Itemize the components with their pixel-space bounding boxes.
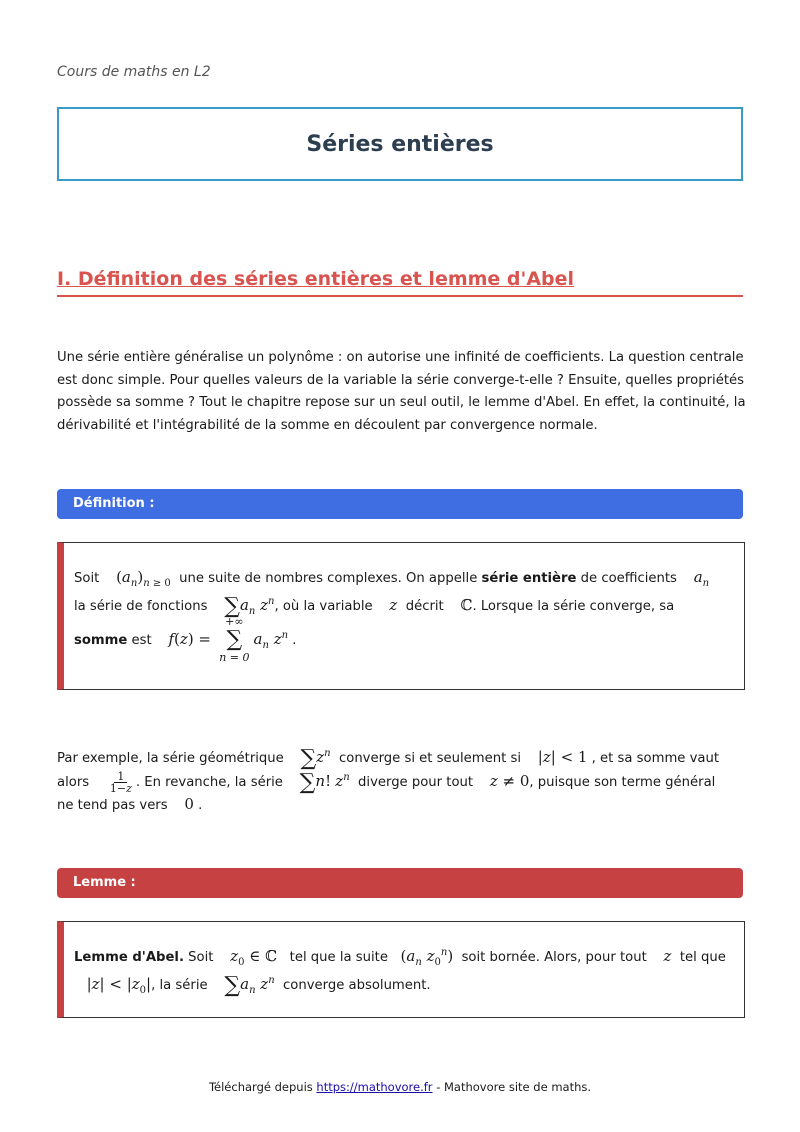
course-subtitle: Cours de maths en L2 [57, 64, 211, 80]
formula-series: $a_n$ $z^n$ [239, 596, 275, 617]
formula-z: z [663, 947, 672, 965]
formula-z-neq-zero: z ≠ 0 [489, 772, 530, 790]
definition-line-3: somme est f(z) = +∞ ∑ n = 0 $a_n$ $z^n$ . [74, 615, 297, 664]
formula-zn: $z^n$ [316, 748, 331, 766]
formula-z0-in-c: $z_0$ ∈ ℂ [230, 947, 278, 968]
lemma-text: converge absolument. [283, 978, 431, 993]
title-box [57, 107, 743, 181]
formula-factorial-series: n [315, 772, 326, 790]
def-text: , où la variable [274, 599, 373, 614]
example-line-3 [57, 793, 202, 818]
def-text: de coefficients [580, 571, 677, 586]
def-text: est [131, 633, 152, 648]
lemma-text: soit bornée. Alors, pour tout [461, 950, 647, 965]
def-text: . Lorsque la série converge, sa [472, 599, 675, 614]
intro-paragraph: Une série entière généralise un polynôme : on autorise une infinité de coefficients. La question centrale est donc simple. Pour quelles valeurs de la variable la série converge-t-elle ? Ensuite, quelles propriétés possède sa somme ? Tout le chapitre repose sur un seul outil, le lemme d'Abel. En effet, la continuité, la dérivabilité et l'intégrabilité de la somme en découlent par convergence normale. [57, 350, 746, 433]
def-text: Soit [74, 571, 100, 586]
lemma-text: , la série [151, 978, 208, 993]
def-text: la série de fonctions [74, 599, 208, 614]
definition-banner: Définition : [57, 489, 743, 519]
formula-complex-set: ℂ [460, 596, 473, 614]
def-text: . [292, 633, 297, 648]
formula-abs-compare: $|z| < |z_0|$ [86, 975, 152, 996]
formula-f: f [168, 630, 175, 648]
definition-box [57, 542, 745, 690]
sum-symbol: ∑ [224, 594, 240, 619]
def-bold-term: série entière [481, 571, 577, 586]
def-text: décrit [405, 599, 444, 614]
definition-line-1 [74, 568, 709, 589]
lemma-text: tel que la suite [289, 950, 388, 965]
sum-symbol: ∑ [299, 770, 316, 795]
formula-sequence: $(a_n)_{n \ge 0}$ [116, 568, 171, 589]
page-title: Séries entières [306, 131, 494, 157]
formula-fraction: $\frac{1}{1-z}$ [109, 769, 132, 795]
def-text: une suite de nombres complexes. On appelle [179, 571, 478, 586]
example-line-2: alors $\frac{1}{1-z}$ . En revanche, la série ∑n! $z^n$ diverge pour tout z ≠ 0, puisque son terme général [57, 769, 716, 795]
footer-suffix: - Mathovore site de maths. [436, 1080, 592, 1094]
ex-text: , puisque son terme général [529, 775, 716, 790]
lemma-banner: Lemme : [57, 868, 743, 898]
section-heading [57, 268, 743, 297]
definition-line-2 [74, 591, 674, 617]
formula-z: z [389, 596, 398, 614]
formula-abs-less-one: |z| < 1 [537, 748, 588, 766]
lemma-text: Soit [188, 950, 214, 965]
formula-series-sum: $a_n$ $z^n$ [253, 630, 289, 651]
sum-limits: +∞ ∑ n = 0 [219, 615, 250, 664]
sum-symbol: ∑ [224, 973, 241, 998]
def-bold-term: somme [74, 633, 128, 648]
formula-an: $a_n$ [693, 568, 710, 589]
ex-text: . En revanche, la série [135, 775, 283, 790]
lemma-box [57, 921, 745, 1018]
formula-sequence-bounded: ($a_n$ $z_0^n$) [400, 947, 454, 968]
ex-text: converge si et seulement si [339, 751, 521, 766]
section-heading-text: I. Définition des séries entières et lemme d'Abel [57, 268, 575, 290]
lemma-line-2 [74, 970, 431, 996]
formula-zero: 0 [184, 795, 194, 813]
ex-text: ne tend pas vers [57, 798, 168, 813]
footer-prefix: Téléchargé depuis [208, 1080, 313, 1094]
mathovore-link[interactable]: https://mathovore.fr [316, 1080, 433, 1094]
lemma-bold-title: Lemme d'Abel. [74, 950, 184, 965]
sum-symbol: ∑ [300, 746, 317, 771]
lemma-line-1 [74, 947, 726, 968]
ex-text: , et sa somme vaut [591, 751, 720, 766]
ex-text: diverge pour tout [358, 775, 474, 790]
ex-text: . [198, 798, 203, 813]
ex-text: Par exemple, la série géométrique [57, 751, 284, 766]
lemma-text: tel que [679, 950, 726, 965]
ex-text: alors [57, 775, 90, 790]
formula-series: $a_n$ $z^n$ [240, 975, 275, 996]
footer [0, 1080, 800, 1094]
